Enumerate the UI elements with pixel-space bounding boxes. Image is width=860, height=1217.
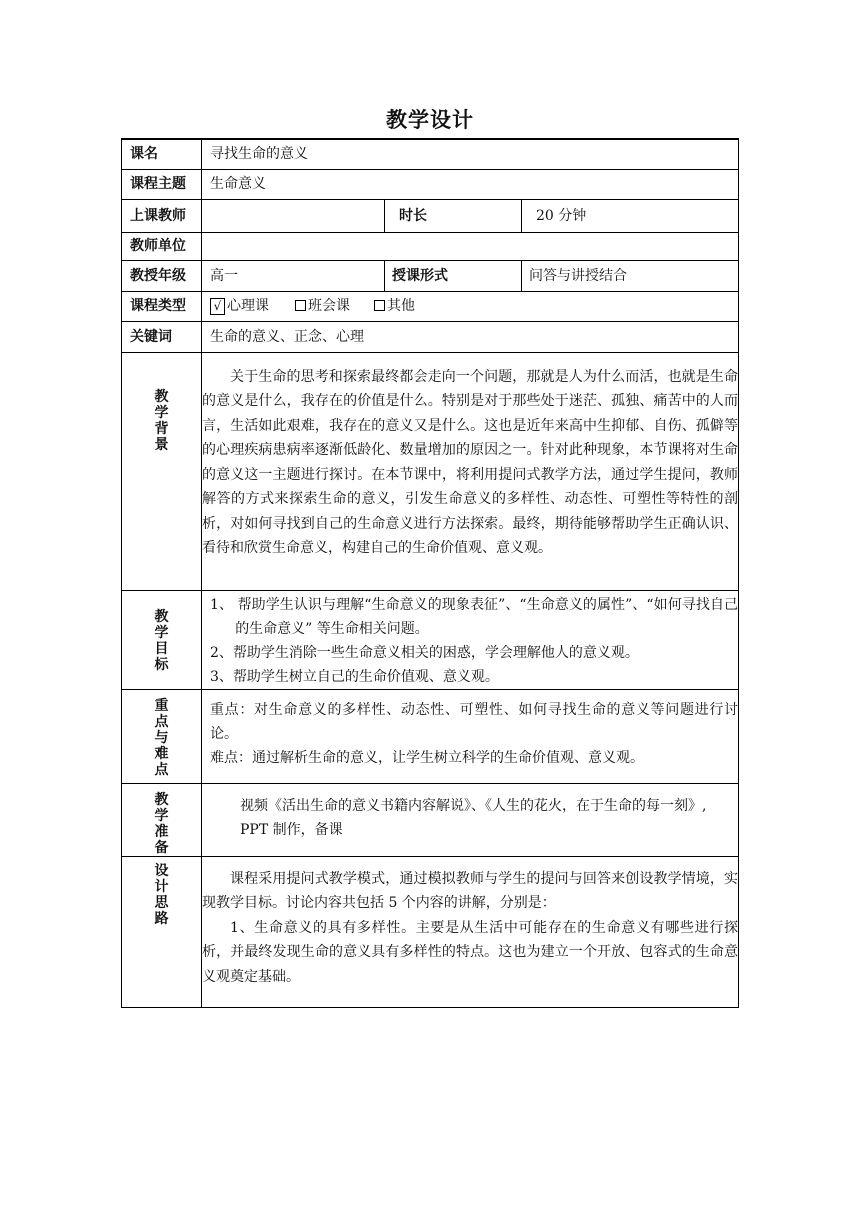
row-course-theme (122, 169, 739, 199)
design-paragraph: 课程采用提问式教学模式，通过模拟教师与学生的提问与回答来创设教学情境，实现教学目标。讨论内容共包括 5 个内容的讲解，分别是： (202, 870, 739, 911)
section-preparation (202, 783, 739, 856)
value-teacher (202, 199, 385, 232)
difficulty-text: 难点：通过解析生命的意义，让学生树立科学的生命价值观、意义观。 (210, 749, 644, 766)
label-background (122, 352, 202, 590)
goal-item: 2、帮助学生消除一些生命意义相关的困惑，学会理解他人的意义观。 (210, 644, 639, 661)
checkbox-unchecked[interactable] (374, 300, 385, 311)
label-duration: 时长 (385, 199, 522, 232)
label-grade: 教授年级 (122, 260, 202, 291)
row-course-name (122, 139, 739, 169)
section-label: 教学背景 (154, 388, 169, 453)
section-label: 设计思路 (154, 862, 169, 927)
design-paragraph: 1、生命意义的具有多样性。主要是从生活中可能存在的生命意义有哪些进行探析，并最终发现生命的意义具有多样性的特点。这也为建立一个开放、包容式的生命意义观奠定基础。 (202, 919, 739, 985)
label-keywords: 关键词 (122, 321, 202, 352)
value-teaching-form: 问答与讲授结合 (522, 260, 739, 291)
value-teacher-unit (202, 232, 739, 260)
value-grade: 高一 (202, 260, 385, 291)
value-course-theme: 生命意义 (202, 169, 739, 199)
row-background (122, 352, 739, 590)
label-teacher: 上课教师 (122, 199, 202, 232)
value-keywords: 生命的意义、正念、心理 (202, 321, 739, 352)
label-course-theme: 课程主题 (122, 169, 202, 199)
focus-text: 重点：对生命意义的多样性、动态性、可塑性、如何寻找生命的意义等问题进行讨论。 (210, 701, 739, 742)
option-class-meeting: 班会课 (308, 298, 350, 314)
option-other: 其他 (387, 298, 415, 314)
label-course-type: 课程类型 (122, 291, 202, 321)
label-goals (122, 590, 202, 689)
value-duration: 20 分钟 (522, 199, 739, 232)
row-keywords (122, 321, 739, 352)
value-course-type (202, 291, 739, 321)
preparation-line: 视频《活出生命的意义书籍内容解说》、《人生的花火，在于生命的每一刻》, (240, 797, 707, 814)
section-key-points (202, 689, 739, 783)
row-preparation (122, 783, 739, 856)
section-label: 重点与难点 (154, 697, 169, 778)
label-key-points (122, 689, 202, 783)
section-background (202, 352, 739, 590)
row-teacher-unit (122, 232, 739, 260)
value-course-name: 寻找生命的意义 (202, 139, 739, 169)
section-design (202, 856, 739, 1007)
label-course-name: 课名 (122, 139, 202, 169)
label-design (122, 856, 202, 1007)
row-course-type (122, 291, 739, 321)
preparation-line: PPT 制作，备课 (240, 821, 343, 838)
checkbox-checked[interactable]: √ (210, 298, 225, 315)
row-grade (122, 260, 739, 291)
row-teacher (122, 199, 739, 232)
label-preparation (122, 783, 202, 856)
section-label: 教学目标 (154, 608, 169, 673)
row-design (122, 856, 739, 1007)
row-goals (122, 590, 739, 689)
lesson-plan-table (121, 138, 739, 1008)
option-psychology-class: 心理课 (227, 298, 269, 314)
row-key-points (122, 689, 739, 783)
document-title: 教学设计 (386, 108, 474, 132)
checkbox-unchecked[interactable] (295, 300, 306, 311)
label-teacher-unit: 教师单位 (122, 232, 202, 260)
goal-item: 3、帮助学生树立自己的生命价值观、意义观。 (210, 668, 499, 685)
label-teaching-form: 授课形式 (385, 260, 522, 291)
goal-item: 1、 帮助学生认识与理解“生命意义的现象表征”、“生命意义的属性”、“如何寻找自己的生命意义” 等生命相关问题。 (210, 596, 739, 637)
background-text: 关于生命的思考和探索最终都会走向一个问题，那就是人为什么而活，也就是生命的意义是什么，我存在的价值是什么。特别是对于那些处于迷茫、孤独、痛苦中的人而言，生活如此艰难，我存在的意义又是什么。这也是近年来高中生抑郁、自伤、孤僻等的心理疾病患病率逐渐低龄化、数量增加的原因之一。针对此种现象，本节课将对生命的意义这一主题进行探讨。在本节课中，将利用提问式教学方法，通过学生提问，教师解答的方式来探索生命的意义，引发生命意义的多样性、动态性、可塑性等特性的剖析，对如何寻找到自己的生命意义进行方法探索。最终，期待能够帮助学生正确认识、看待和欣赏生命意义，构建自己的生命价值观、意义观。 (202, 368, 739, 556)
section-label: 教学准备 (154, 791, 169, 856)
section-goals (202, 590, 739, 689)
